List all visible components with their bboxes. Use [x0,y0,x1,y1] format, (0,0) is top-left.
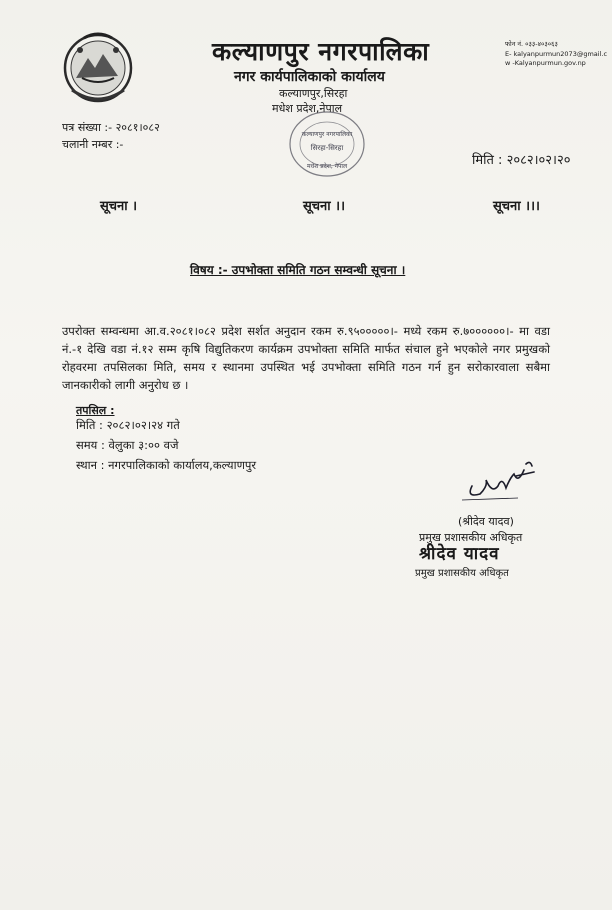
post-stamp: प्रमुख प्रशासकीय अधिकृत [415,568,509,579]
municipality-title: कल्याणपुर नगरपालिका [212,37,430,66]
notice-heading-2: सूचना ।। [303,199,346,214]
meeting-place: स्थान : नगरपालिकाको कार्यालय,कल्याणपुर [76,458,257,472]
name-stamp: श्रीदेव यादव [419,544,500,564]
letter-date: मिति : २०८२।०२।२० [472,153,571,168]
email-address: E- kalyanpurmun2073@gmail.c [505,49,608,58]
dispatch-number: चलानी नम्बर :- [62,138,124,151]
address-line-1: कल्याणपुर,सिरहा [279,87,348,100]
stamp-line-3: मधेश प्रदेश, नेपाल [306,163,348,170]
office-stamp [286,108,368,180]
notice-heading-1: सूचना । [100,199,138,214]
contact-block [505,40,607,69]
phone-number: फोन नं. ०३३-४०३०६३ [505,40,558,48]
signature [458,456,544,504]
body-paragraph: उपरोक्त सम्वन्धमा आ.व.२०८१।०८२ प्रदेश सर्शत अनुदान रकम रु.९५०००००।- मध्ये रकम रु.७००००००।- मा वडा नं.-१ देखि वडा नं.१२ सम्म कृषि विद्युतिकरण कार्यक्रम उपभोक्ता समिति मार्फत संचाल हुने भएकोले नगर प्रमुखको रोहवरमा तपसिलका मिति, समय र स्थानमा उपस्थित भई उपभोक्ता समिति गठन गर्न हुन सरोकारवाला सबैमा जानकारीको लागी अनुरोध छ । [62,324,550,392]
letter-number: पत्र संख्या :- २०८१।०८२ [62,121,160,134]
signatory-post: प्रमुख प्रशासकीय अधिकृत [419,531,523,544]
notice-heading-3: सूचना ।।। [493,199,540,214]
reference-block [62,119,160,153]
signatory-name: (श्रीदेव यादव) [458,515,514,528]
address-line-2: मधेश प्रदेश,नेपाल [272,102,343,115]
details-heading: तपसिल : [76,404,115,417]
meeting-time: समय : वेलुका ३:०० वजे [76,438,179,452]
stamp-line-1: कल्याणपुर नगरपालिका [301,131,353,138]
office-subtitle: नगर कार्यपालिकाको कार्यालय [234,69,385,85]
meeting-date: मिति : २०८२।०२।२४ गते [76,418,180,432]
stamp-line-2: सिरहा-सिरहा [310,144,344,152]
subject-line: विषय :- उपभोक्ता समिति गठन सम्वन्धी सूचना । [190,263,406,277]
website-address: w -Kalyanpurmun.gov.np [505,59,586,67]
nepal-emblem-icon [62,28,134,106]
